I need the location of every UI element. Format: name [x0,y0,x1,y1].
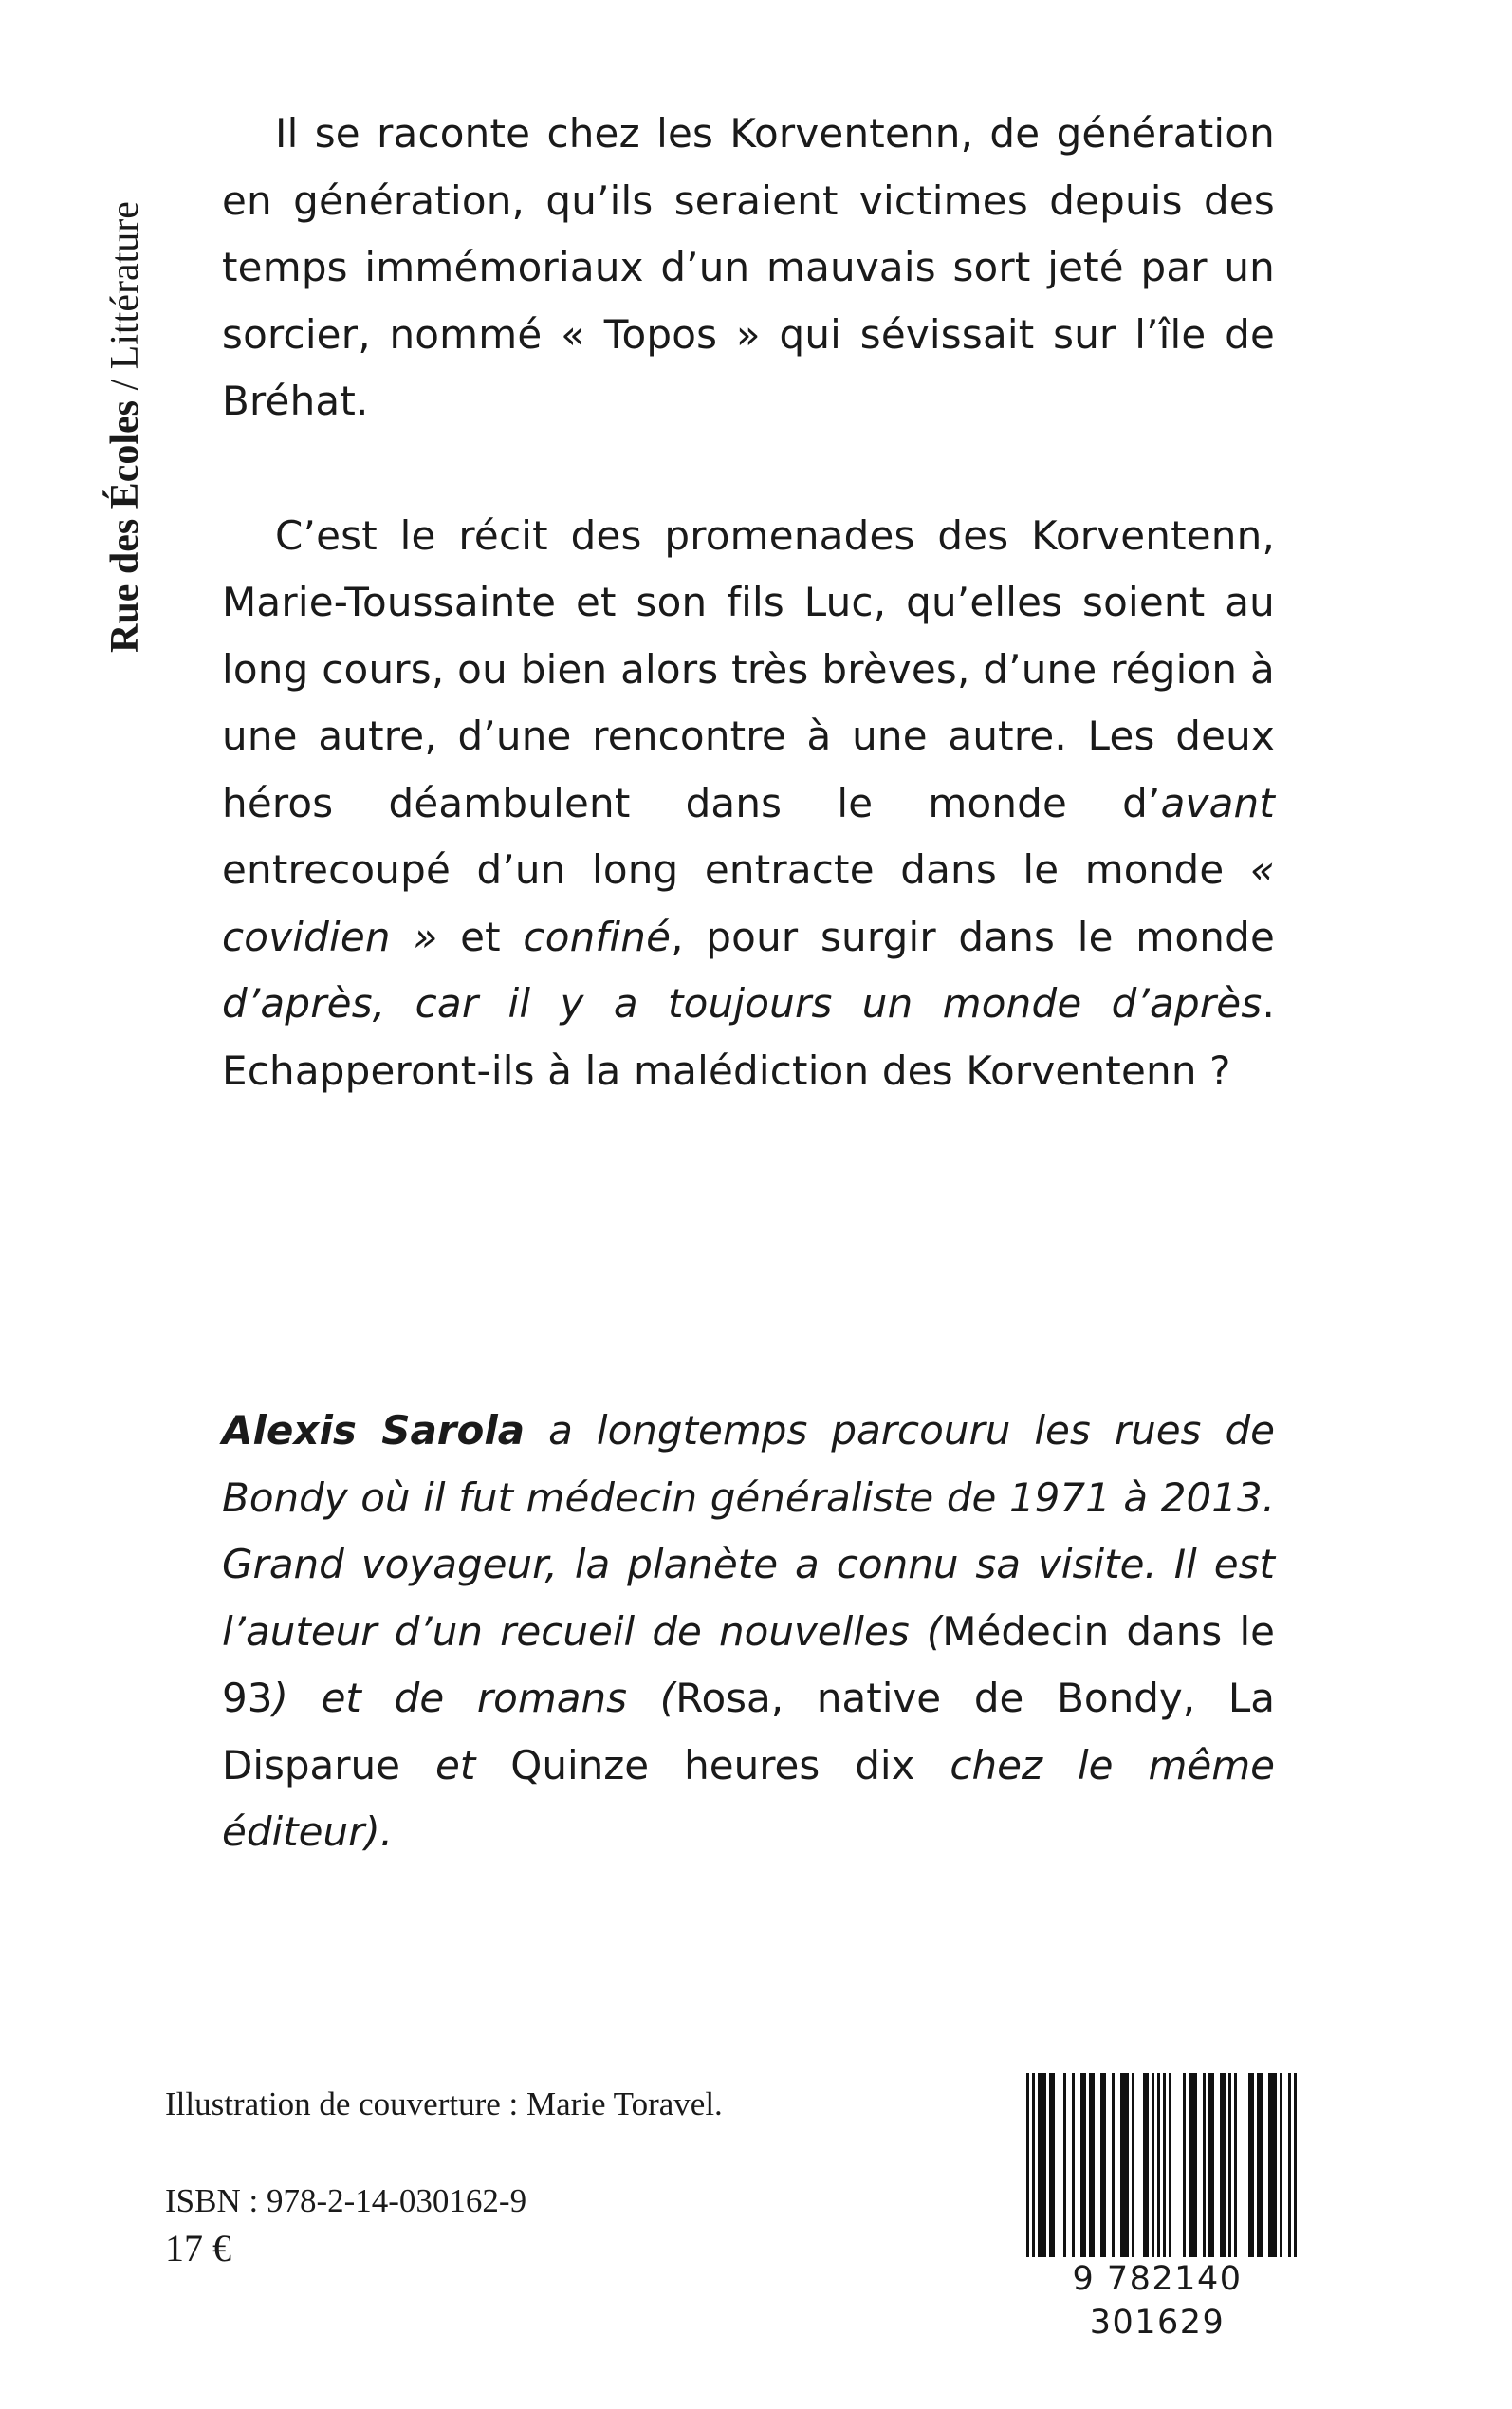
spine-label [0,0,147,721]
blurb-text: et [437,913,524,960]
author-bio-paragraph [222,1398,1275,1866]
barcode-bar [1223,2073,1226,2267]
barcode-bar [1228,2073,1231,2267]
spine-text [102,201,148,653]
barcode-bar [1038,2073,1041,2267]
barcode-bar [1271,2073,1274,2267]
barcode-bar [1072,2073,1075,2267]
barcode-bar [1257,2073,1260,2267]
series-name: Rue des Écoles [103,400,147,653]
barcode-bar [1146,2073,1149,2267]
barcode-bar [1041,2073,1043,2267]
barcode-bar [1152,2073,1154,2267]
barcode-bar [1191,2073,1194,2267]
barcode-bar [1274,2073,1277,2267]
barcode-bar [1268,2073,1271,2267]
barcode-bar [1063,2073,1066,2267]
book-title: Rosa, native de Bondy, La Disparue [222,1675,1275,1788]
bio-text: et [400,1741,511,1788]
barcode [1005,2071,1309,2342]
barcode-bar [1100,2073,1103,2267]
barcode-bar [1083,2073,1086,2267]
barcode-bar [1248,2073,1251,2267]
book-title: Quinze heures dix [510,1741,915,1788]
illustration-credit: Illustration de couverture : Marie Toravel. [165,2085,723,2122]
barcode-digits: 9 782140 301629 [1005,2257,1309,2344]
barcode-bar [1052,2073,1055,2267]
bio-text: chez le même éditeur). [222,1741,1276,1855]
blurb-text: . Echapperont-ils à la malédiction des Korventenn ? [222,980,1275,1094]
barcode-bar [1183,2073,1186,2267]
author-bio [222,1398,1275,1866]
blurb-text: C’est le récit des promenades des Korventenn, Marie-Toussainte et son fils Luc, qu’elles soient au long cours, ou bien alors très brèves, d’une région à une autre, d’une rencontre à une autre. Les deux héros déambulent dans le monde d’ [222,511,1275,826]
series-category: Littérature [103,201,147,370]
barcode-bar [1203,2073,1206,2267]
spine-separator: / [103,369,147,400]
blurb-text: , pour surgir dans le monde [671,913,1276,960]
barcode-bar [1251,2073,1254,2267]
barcode-bar [1260,2073,1263,2267]
bio-text: a longtemps parcouru les rues de Bondy où il fut médecin généraliste de 1971 à 2013. Grand voyageur, la planète a connu sa visite. Il est l’auteur d’un recueil de nouvelles ( [222,1407,1275,1655]
barcode-bar [1220,2073,1223,2267]
blurb-paragraph-1: Il se raconte chez les Korventenn, de génération en génération, qu’ils seraient victimes depuis des temps immémoriaux d’un mauvais sort jeté par un sorcier, nommé « Topos » qui sévissait sur l’île de Bréhat. [222,110,1275,424]
barcode-bar [1089,2073,1092,2267]
barcode-bar [1234,2073,1237,2267]
barcode-bar [1126,2073,1129,2267]
barcode-bar [1208,2073,1211,2267]
barcode-bar [1280,2073,1282,2267]
barcode-bar [1043,2073,1046,2267]
barcode-bar [1123,2073,1126,2267]
barcode-bar [1049,2073,1052,2267]
barcode-bar [1103,2073,1106,2267]
barcode-bar [1169,2073,1171,2267]
bio-text: ) et de romans ( [272,1675,676,1721]
back-cover-blurb [222,101,1275,1172]
barcode-bar [1189,2073,1191,2267]
barcode-bar [1194,2073,1197,2267]
blurb-italic: avant [1160,779,1275,826]
isbn: ISBN : 978-2-14-030162-9 [165,2182,527,2219]
blurb-paragraph-2 [222,503,1275,1105]
barcode-bar [1143,2073,1146,2267]
blurb-text: entrecoupé d’un long entracte dans le monde [222,846,1250,893]
barcode-bar [1080,2073,1083,2267]
barcode-bar [1112,2073,1115,2267]
blurb-italic: d’après, car il y a toujours un monde d’après [222,980,1263,1027]
book-title: Médecin dans le 93 [222,1607,1275,1721]
barcode-bar [1211,2073,1214,2267]
author-name: Alexis Sarola [222,1407,526,1454]
barcode-bar [1092,2073,1095,2267]
barcode-bar [1120,2073,1123,2267]
credits-block [165,2084,723,2270]
blurb-italic: « covidien » [222,846,1275,960]
price: 17 € [165,2227,231,2270]
blurb-italic: confiné [523,913,672,960]
barcode-bar [1132,2073,1134,2267]
